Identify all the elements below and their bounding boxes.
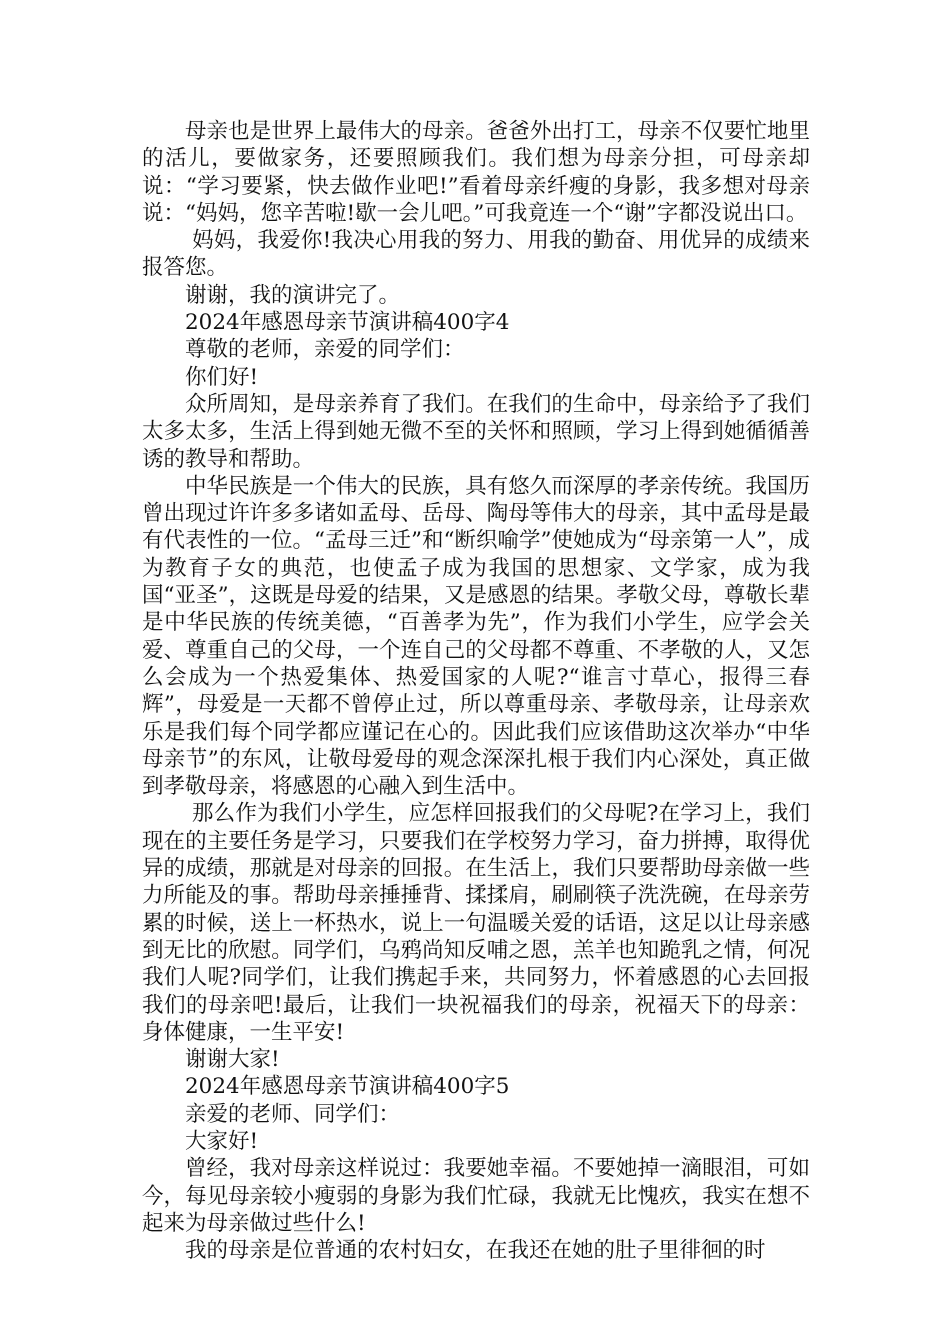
paragraph: 众所周知，是母亲养育了我们。在我们的生命中，母亲给予了我们太多太多，生活上得到她无微不至的关怀和照顾，学习上得到她循循善诱的教导和帮助。: [142, 391, 810, 472]
salutation: 亲爱的老师、同学们：: [185, 1101, 401, 1127]
greeting: 你们好!: [185, 364, 259, 390]
paragraph: 曾经，我对母亲这样说过：我要她幸福。不要她掉一滴眼泪，可如今，每见母亲较小瘦弱的身影为我们忙碌，我就无比愧疚，我实在想不起来为母亲做过些什么!: [142, 1156, 810, 1236]
section-heading: 2024年感恩母亲节演讲稿400字5: [185, 1074, 510, 1100]
paragraph: 妈妈，我爱你!我决心用我的努力、用我的勤奋、用优异的成绩来报答您。: [142, 228, 810, 281]
paragraph: 母亲也是世界上最伟大的母亲。爸爸外出打工，母亲不仅要忙地里的活儿，要做家务，还要照顾我们。我们想为母亲分担，可母亲却说：“学习要紧，快去做作业吧!”看着母亲纤瘦的身影，我多想对母亲说：“妈妈，您辛苦啦!歇一会儿吧。”可我竟连一个“谢”字都没说出口。: [142, 119, 810, 226]
paragraph: 那么作为我们小学生，应怎样回报我们的父母呢?在学习上，我们现在的主要任务是学习，只要我们在学校努力学习，奋力拼搏，取得优异的成绩，那就是对母亲的回报。在生活上，我们只要帮助母亲做一些力所能及的事。帮助母亲捶捶背、揉揉肩，刷刷筷子洗洗碗，在母亲劳累的时候，送上一杯热水，说上一句温暖关爱的话语，这足以让母亲感到无比的欣慰。同学们，乌鸦尚知反哺之恩，羔羊也知跪乳之情，何况我们人呢?同学们，让我们携起手来，共同努力，怀着感恩的心去回报我们的母亲吧!最后，让我们一块祝福我们的母亲，祝福天下的母亲：身体健康，一生平安!: [142, 801, 810, 1045]
paragraph: 中华民族是一个伟大的民族，具有悠久而深厚的孝亲传统。我国历曾出现过许许多多诸如孟母、岳母、陶母等伟大的母亲，其中孟母是最有代表性的一位。“孟母三迁”和“断织喻学”使她成为“母亲第一人”，成为教育子女的典范，也使孟子成为我国的思想家、文学家，成为我国“亚圣”，这既是母爱的结果，又是感恩的结果。孝敬父母，尊敬长辈是中华民族的传统美德，“百善孝为先”，作为我们小学生，应学会关爱、尊重自己的父母，一个连自己的父母都不尊重、不孝敬的人，又怎么会成为一个热爱集体、热爱国家的人呢?“谁言寸草心，报得三春辉”，母爱是一天都不曾停止过，所以尊重母亲、孝敬母亲，让母亲欢乐是我们每个同学都应谨记在心的。因此我们应该借助这次举办“中华母亲节”的东风，让敬母爱母的观念深深扎根于我们内心深处，真正做到孝敬母亲，将感恩的心融入到生活中。: [142, 473, 810, 800]
salutation: 尊敬的老师，亲爱的同学们：: [185, 337, 465, 363]
closing: 谢谢大家!: [185, 1047, 280, 1073]
paragraph: 我的母亲是位普通的农村妇女，在我还在她的肚子里徘徊的时: [185, 1238, 766, 1264]
greeting: 大家好!: [185, 1128, 259, 1154]
document-page: [142, 118, 810, 1264]
section-heading: 2024年感恩母亲节演讲稿400字4: [185, 310, 510, 336]
paragraph: 谢谢，我的演讲完了。: [185, 282, 401, 308]
